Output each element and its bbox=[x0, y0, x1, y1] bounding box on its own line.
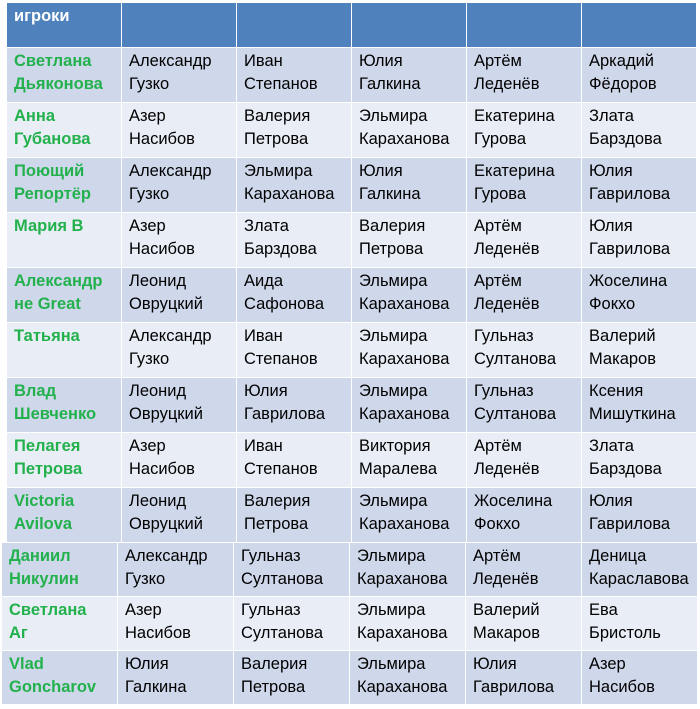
pick-last-name: Леденёв bbox=[473, 570, 539, 588]
pick-cell bbox=[350, 597, 466, 651]
pick-first-name: Артём bbox=[473, 547, 521, 565]
pick-cell bbox=[122, 488, 237, 543]
header-cell bbox=[582, 3, 697, 48]
pick-first-name: Иван bbox=[244, 327, 283, 345]
pick-last-name: Гузко bbox=[125, 570, 166, 588]
pick-cell bbox=[234, 597, 350, 651]
pick-first-name: Деница bbox=[589, 547, 647, 565]
pick-cell bbox=[352, 378, 467, 433]
pick-cell bbox=[122, 213, 237, 268]
player-name-line: Светлана bbox=[14, 52, 92, 70]
pick-cell bbox=[582, 323, 697, 378]
pick-cell bbox=[237, 323, 352, 378]
pick-cell bbox=[582, 103, 697, 158]
table-row bbox=[2, 543, 698, 597]
player-name-cell bbox=[7, 488, 122, 543]
pick-cell bbox=[122, 48, 237, 103]
pick-last-name: Султанова bbox=[241, 570, 324, 588]
player-name-cell bbox=[7, 158, 122, 213]
player-name-cell bbox=[7, 378, 122, 433]
pick-cell bbox=[237, 48, 352, 103]
pick-first-name: Эльмира bbox=[359, 492, 428, 510]
pick-last-name: Караханова bbox=[359, 295, 450, 313]
table-row bbox=[7, 323, 697, 378]
player-name-line: Мария В bbox=[14, 217, 84, 235]
pick-cell bbox=[352, 323, 467, 378]
player-name-cell bbox=[2, 543, 118, 597]
pick-first-name: Аркадий bbox=[589, 52, 655, 70]
pick-cell bbox=[582, 433, 697, 488]
pick-cell bbox=[350, 543, 466, 597]
pick-cell bbox=[466, 651, 582, 705]
pick-last-name: Караханова bbox=[359, 405, 450, 423]
pick-cell bbox=[582, 378, 697, 433]
pick-first-name: Эльмира bbox=[359, 382, 428, 400]
pick-first-name: Азер bbox=[129, 107, 166, 125]
pick-cell bbox=[582, 651, 698, 705]
pick-cell bbox=[582, 268, 697, 323]
player-name-line: Петрова bbox=[14, 460, 83, 478]
pick-first-name: Гульназ bbox=[241, 547, 301, 565]
pick-first-name: Азер bbox=[129, 217, 166, 235]
pick-first-name: Александр bbox=[129, 162, 212, 180]
pick-last-name: Леденёв bbox=[474, 295, 540, 313]
pick-last-name: Галкина bbox=[359, 75, 421, 93]
pick-first-name: Жоселина bbox=[589, 272, 668, 290]
header-cell bbox=[122, 3, 237, 48]
pick-first-name: Юлия bbox=[589, 217, 633, 235]
pick-last-name: Петрова bbox=[244, 130, 309, 148]
pick-first-name: Злата bbox=[589, 107, 634, 125]
player-name-line: Татьяна bbox=[14, 327, 80, 345]
table-row bbox=[7, 488, 697, 543]
pick-first-name: Екатерина bbox=[474, 162, 555, 180]
pick-last-name: Караханова bbox=[357, 678, 448, 696]
player-name-line: Goncharov bbox=[9, 678, 97, 696]
table-row bbox=[7, 213, 697, 268]
picks-table-top bbox=[6, 2, 697, 543]
pick-cell bbox=[352, 158, 467, 213]
pick-first-name: Эльмира bbox=[357, 655, 426, 673]
player-name-line: Анна bbox=[14, 107, 56, 125]
pick-last-name: Фокхо bbox=[474, 515, 521, 533]
pick-last-name: Караханова bbox=[357, 570, 448, 588]
pick-last-name: Гузко bbox=[129, 350, 170, 368]
pick-last-name: Барздова bbox=[589, 460, 662, 478]
pick-last-name: Султанова bbox=[241, 624, 324, 642]
player-name-line: Репортёр bbox=[14, 185, 92, 203]
pick-last-name: Овруцкий bbox=[129, 405, 203, 423]
pick-first-name: Гульназ bbox=[474, 327, 534, 345]
pick-first-name: Азер bbox=[125, 601, 162, 619]
player-name-line: Влад bbox=[14, 382, 57, 400]
pick-cell bbox=[118, 543, 234, 597]
player-name-line: Пелагея bbox=[14, 437, 81, 455]
player-name-line: Аг bbox=[9, 624, 28, 642]
pick-cell bbox=[122, 158, 237, 213]
pick-last-name: Караславова bbox=[589, 570, 689, 588]
pick-first-name: Иван bbox=[244, 437, 283, 455]
pick-cell bbox=[234, 651, 350, 705]
picks-table-top-body bbox=[7, 3, 697, 543]
pick-cell bbox=[582, 543, 698, 597]
pick-cell bbox=[237, 268, 352, 323]
pick-cell bbox=[237, 158, 352, 213]
pick-first-name: Юлия bbox=[359, 162, 403, 180]
pick-cell bbox=[118, 651, 234, 705]
pick-last-name: Насибов bbox=[129, 460, 195, 478]
pick-last-name: Барздова bbox=[589, 130, 662, 148]
header-cell bbox=[237, 3, 352, 48]
pick-last-name: Гаврилова bbox=[473, 678, 555, 696]
pick-last-name: Петрова bbox=[359, 240, 424, 258]
pick-last-name: Маралева bbox=[359, 460, 438, 478]
pick-last-name: Галкина bbox=[125, 678, 187, 696]
header-cell bbox=[352, 3, 467, 48]
pick-cell bbox=[466, 597, 582, 651]
pick-first-name: Валерий bbox=[473, 601, 540, 619]
pick-last-name: Гаврилова bbox=[589, 185, 671, 203]
pick-first-name: Леонид bbox=[129, 492, 187, 510]
pick-cell bbox=[237, 378, 352, 433]
player-name-line: Никулин bbox=[9, 570, 79, 588]
pick-cell bbox=[352, 103, 467, 158]
pick-last-name: Караханова bbox=[244, 185, 335, 203]
pick-first-name: Юлия bbox=[359, 52, 403, 70]
player-name-cell bbox=[7, 103, 122, 158]
picks-table-bottom bbox=[1, 542, 698, 705]
pick-cell bbox=[237, 488, 352, 543]
pick-last-name: Гаврилова bbox=[589, 515, 671, 533]
pick-last-name: Насибов bbox=[129, 130, 195, 148]
pick-last-name: Гаврилова bbox=[244, 405, 326, 423]
pick-cell bbox=[467, 158, 582, 213]
player-name-line: Даниил bbox=[9, 547, 71, 565]
pick-cell bbox=[467, 488, 582, 543]
pick-last-name: Султанова bbox=[474, 405, 557, 423]
header-row bbox=[7, 3, 697, 48]
pick-first-name: Александр bbox=[129, 52, 212, 70]
pick-cell bbox=[234, 543, 350, 597]
pick-cell bbox=[122, 268, 237, 323]
pick-cell bbox=[237, 103, 352, 158]
pick-cell bbox=[237, 433, 352, 488]
pick-last-name: Султанова bbox=[474, 350, 557, 368]
pick-first-name: Аида bbox=[244, 272, 284, 290]
pick-first-name: Артём bbox=[474, 217, 522, 235]
pick-last-name: Гузко bbox=[129, 75, 170, 93]
pick-cell bbox=[122, 103, 237, 158]
pick-first-name: Юлия bbox=[473, 655, 517, 673]
pick-cell bbox=[122, 378, 237, 433]
pick-last-name: Караханова bbox=[359, 130, 450, 148]
pick-first-name: Александр bbox=[125, 547, 208, 565]
pick-first-name: Иван bbox=[244, 52, 283, 70]
pick-first-name: Эльмира bbox=[359, 272, 428, 290]
pick-cell bbox=[352, 268, 467, 323]
pick-first-name: Юлия bbox=[589, 162, 633, 180]
player-name-line: Александр bbox=[14, 272, 103, 290]
pick-first-name: Юлия bbox=[589, 492, 633, 510]
pick-first-name: Валерия bbox=[241, 655, 308, 673]
player-name-line: Victoria bbox=[14, 492, 75, 510]
pick-last-name: Гурова bbox=[474, 130, 527, 148]
pick-last-name: Насибов bbox=[589, 678, 655, 696]
pick-cell bbox=[582, 213, 697, 268]
player-name-line: Vlad bbox=[9, 655, 44, 673]
pick-first-name: Леонид bbox=[129, 272, 187, 290]
pick-first-name: Жоселина bbox=[474, 492, 553, 510]
pick-last-name: Галкина bbox=[359, 185, 421, 203]
pick-last-name: Леденёв bbox=[474, 240, 540, 258]
pick-last-name: Насибов bbox=[125, 624, 191, 642]
pick-last-name: Степанов bbox=[244, 75, 318, 93]
picks-table-bottom-body bbox=[2, 543, 698, 705]
table-row bbox=[2, 597, 698, 651]
player-name-cell bbox=[2, 597, 118, 651]
player-name-cell bbox=[7, 268, 122, 323]
pick-last-name: Степанов bbox=[244, 350, 318, 368]
pick-first-name: Валерия bbox=[244, 107, 311, 125]
pick-last-name: Мишуткина bbox=[589, 405, 676, 423]
pick-cell bbox=[582, 158, 697, 213]
pick-last-name: Насибов bbox=[129, 240, 195, 258]
player-name-line: Губанова bbox=[14, 130, 91, 148]
pick-cell bbox=[582, 48, 697, 103]
pick-cell bbox=[467, 268, 582, 323]
pick-cell bbox=[582, 597, 698, 651]
pick-last-name: Караханова bbox=[359, 515, 450, 533]
pick-cell bbox=[352, 48, 467, 103]
pick-cell bbox=[466, 543, 582, 597]
pick-first-name: Эльмира bbox=[244, 162, 313, 180]
pick-first-name: Артём bbox=[474, 272, 522, 290]
pick-first-name: Валерия bbox=[359, 217, 426, 235]
player-name-line: не Great bbox=[14, 295, 81, 313]
table-row bbox=[7, 158, 697, 213]
pick-first-name: Артём bbox=[474, 437, 522, 455]
pick-first-name: Ксения bbox=[589, 382, 644, 400]
table-row bbox=[7, 378, 697, 433]
table-row bbox=[7, 103, 697, 158]
pick-cell bbox=[122, 323, 237, 378]
pick-cell bbox=[467, 48, 582, 103]
table-row bbox=[7, 268, 697, 323]
pick-first-name: Ева bbox=[589, 601, 618, 619]
pick-cell bbox=[237, 213, 352, 268]
pick-last-name: Петрова bbox=[241, 678, 306, 696]
pick-cell bbox=[352, 213, 467, 268]
player-name-cell bbox=[7, 323, 122, 378]
player-name-line: Поющий bbox=[14, 162, 85, 180]
pick-cell bbox=[467, 378, 582, 433]
pick-cell bbox=[350, 651, 466, 705]
pick-cell bbox=[118, 597, 234, 651]
pick-first-name: Азер bbox=[589, 655, 626, 673]
pick-first-name: Юлия bbox=[244, 382, 288, 400]
pick-first-name: Злата bbox=[589, 437, 634, 455]
player-name-cell bbox=[7, 48, 122, 103]
pick-first-name: Злата bbox=[244, 217, 289, 235]
player-name-cell bbox=[7, 213, 122, 268]
pick-cell bbox=[467, 323, 582, 378]
pick-last-name: Степанов bbox=[244, 460, 318, 478]
pick-first-name: Гульназ bbox=[241, 601, 301, 619]
pick-first-name: Эльмира bbox=[359, 327, 428, 345]
pick-last-name: Фокхо bbox=[589, 295, 636, 313]
player-name-cell bbox=[7, 433, 122, 488]
pick-first-name: Екатерина bbox=[474, 107, 555, 125]
pick-first-name: Азер bbox=[129, 437, 166, 455]
pick-last-name: Фёдоров bbox=[589, 75, 657, 93]
pick-cell bbox=[352, 488, 467, 543]
pick-last-name: Караханова bbox=[359, 350, 450, 368]
header-players-label: игроки bbox=[7, 3, 122, 48]
pick-last-name: Гурова bbox=[474, 185, 527, 203]
pick-last-name: Гузко bbox=[129, 185, 170, 203]
pick-first-name: Валерий bbox=[589, 327, 656, 345]
pick-cell bbox=[582, 488, 697, 543]
pick-last-name: Овруцкий bbox=[129, 515, 203, 533]
player-name-line: Дьяконова bbox=[14, 75, 103, 93]
table-row bbox=[7, 48, 697, 103]
table-row bbox=[7, 433, 697, 488]
pick-last-name: Леденёв bbox=[474, 460, 540, 478]
pick-last-name: Бристоль bbox=[589, 624, 661, 642]
pick-first-name: Юлия bbox=[125, 655, 169, 673]
pick-first-name: Леонид bbox=[129, 382, 187, 400]
pick-first-name: Гульназ bbox=[474, 382, 534, 400]
pick-cell bbox=[352, 433, 467, 488]
pick-last-name: Гаврилова bbox=[589, 240, 671, 258]
pick-first-name: Валерия bbox=[244, 492, 311, 510]
pick-last-name: Петрова bbox=[244, 515, 309, 533]
pick-cell bbox=[467, 213, 582, 268]
pick-first-name: Эльмира bbox=[359, 107, 428, 125]
pick-last-name: Леденёв bbox=[474, 75, 540, 93]
pick-last-name: Овруцкий bbox=[129, 295, 203, 313]
player-name-line: Avilova bbox=[14, 515, 73, 533]
table-row bbox=[2, 651, 698, 705]
player-name-cell bbox=[2, 651, 118, 705]
player-name-line: Шевченко bbox=[14, 405, 97, 423]
pick-first-name: Эльмира bbox=[357, 547, 426, 565]
pick-first-name: Эльмира bbox=[357, 601, 426, 619]
pick-first-name: Виктория bbox=[359, 437, 431, 455]
pick-last-name: Макаров bbox=[589, 350, 656, 368]
pick-last-name: Макаров bbox=[473, 624, 540, 642]
player-name-line: Светлана bbox=[9, 601, 87, 619]
pick-last-name: Сафонова bbox=[244, 295, 325, 313]
pick-first-name: Александр bbox=[129, 327, 212, 345]
pick-cell bbox=[467, 103, 582, 158]
header-cell bbox=[467, 3, 582, 48]
pick-last-name: Караханова bbox=[357, 624, 448, 642]
pick-last-name: Барздова bbox=[244, 240, 317, 258]
pick-cell bbox=[122, 433, 237, 488]
pick-first-name: Артём bbox=[474, 52, 522, 70]
pick-cell bbox=[467, 433, 582, 488]
